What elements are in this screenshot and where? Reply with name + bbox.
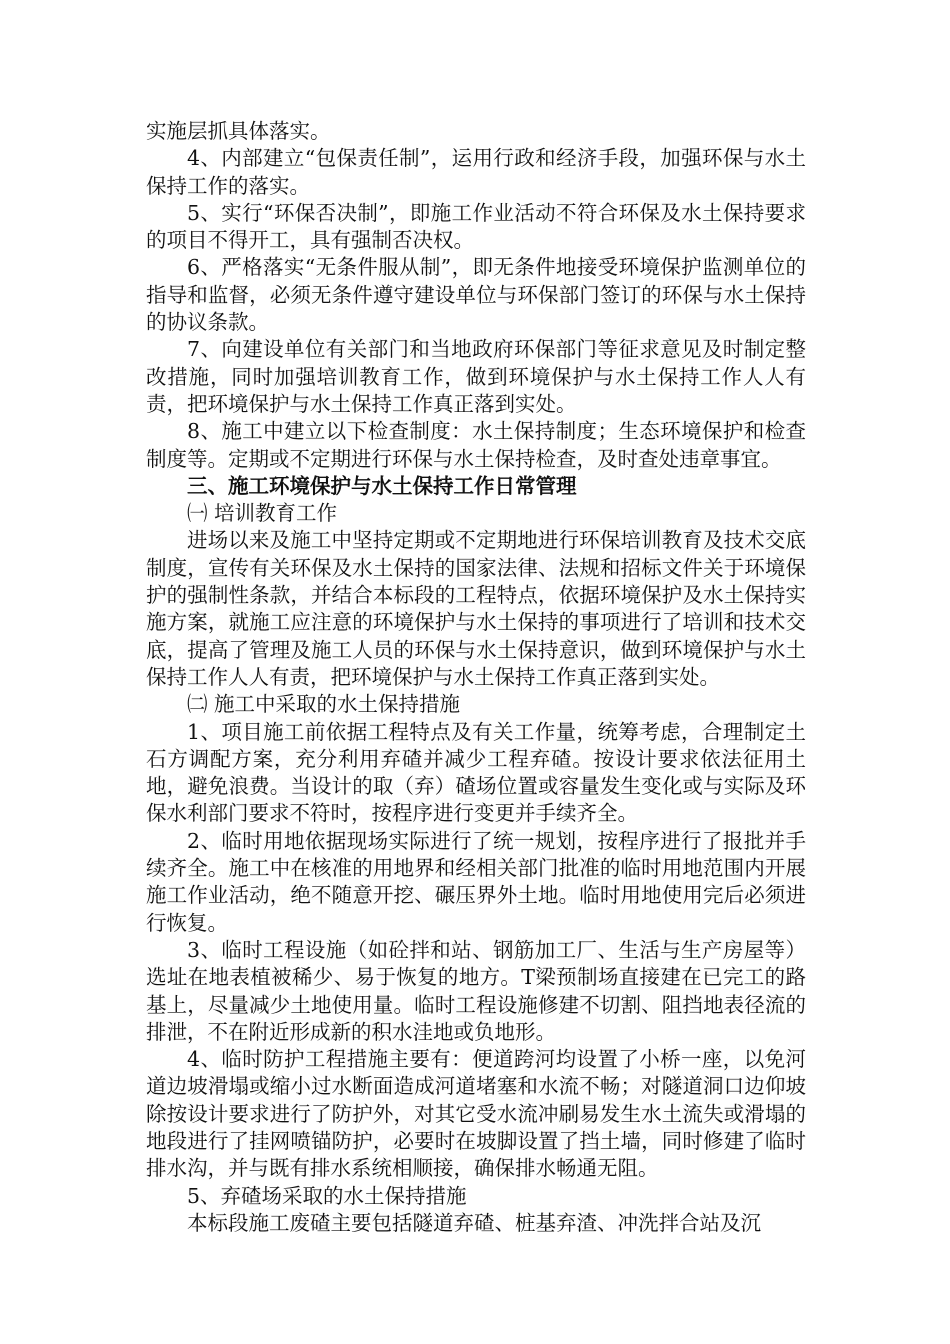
paragraph-item-7: 7、向建设单位有关部门和当地政府环保部门等征求意见及时制定整改措施，同时加强培训教育工作，做到环境保护与水土保持工作人人有责，把环境保护与水土保持工作真正落到实处。 (146, 337, 806, 416)
paragraph-item-4: 4、内部建立“包保责任制”，运用行政和经济手段，加强环保与水土保持工作的落实。 (146, 146, 806, 198)
paragraph-item-5: 5、实行“环保否决制”，即施工作业活动不符合环保及水土保持要求的项目不得开工，具有强制否决权。 (146, 200, 806, 253)
document-body (146, 118, 806, 1237)
subsection-heading-training: ㈠ 培训教育工作 (187, 501, 338, 526)
paragraph-measure-2: 2、临时用地依据现场实际进行了统一规划，按程序进行了报批并手续齐全。施工中在核准的用地界和经相关部门批准的临时用地范围内开展施工作业活动，绝不随意开挖、碾压界外土地。临时用地使用完后必须进行恢复。 (146, 828, 806, 935)
paragraph-measure-1: 1、项目施工前依据工程特点及有关工作量，统筹考虑，合理制定土石方调配方案，充分利用弃碴并减少工程弃碴。按设计要求依法征用土地，避免浪费。当设计的取（弃）碴场位置或容量发生变化或与实际及环保水利部门要求不符时，按程序进行变更并手续齐全。 (146, 719, 806, 826)
paragraph-measure-5: 5、弃碴场采取的水土保持措施 (187, 1183, 467, 1208)
paragraph-measure-4: 4、临时防护工程措施主要有：便道跨河均设置了小桥一座，以免河道边坡滑塌或缩小过水断面造成河道堵塞和水流不畅；对隧道洞口边仰坡除按设计要求进行了防护外，对其它受水流冲刷易发生水土流失或滑塌的地段进行了挂网喷锚防护，必要时在坡脚设置了挡土墙，同时修建了临时排水沟，并与既有排水系统相顺接，确保排水畅通无阻。 (146, 1047, 806, 1181)
paragraph-continuation: 实施层抓具体落实。 (146, 119, 331, 143)
section-heading: 三、施工环境保护与水土保持工作日常管理 (187, 473, 577, 498)
subsection-heading-measures: ㈡ 施工中采取的水土保持措施 (187, 692, 461, 717)
paragraph-item-6: 6、严格落实“无条件服从制”，即无条件地接受环境保护监测单位的指导和监督，必须无条件遵守建设单位与环保部门签订的环保与水土保持的协议条款。 (146, 255, 806, 335)
paragraph-waste-intro: 本标段施工废碴主要包括隧道弃碴、桩基弃渣、冲洗拌合站及沉 (187, 1210, 761, 1235)
paragraph-item-8: 8、施工中建立以下检查制度：水土保持制度；生态环境保护和检查制度等。定期或不定期进行环保与水土保持检查，及时查处违章事宜。 (146, 419, 806, 471)
paragraph-measure-3: 3、临时工程设施（如砼拌和站、钢筋加工厂、生活与生产房屋等）选址在地表植被稀少、易于恢复的地方。T梁预制场直接建在已完工的路基上，尽量减少土地使用量。临时工程设施修建不切割、阻挡地表径流的排泄，不在附近形成新的积水洼地或负地形。 (146, 937, 806, 1044)
paragraph-training: 进场以来及施工中坚持定期或不定期地进行环保培训教育及技术交底制度，宣传有关环保及水土保持的国家法律、法规和招标文件关于环境保护的强制性条款，并结合本标段的工程特点，依据环境保护及水土保持实施方案，就施工应注意的环境保护与水土保持的事项进行了培训和技术交底，提高了管理及施工人员的环保与水土保持意识，做到环境保护与水土保持工作人人有责，把环境保护与水土保持工作真正落到实处。 (146, 528, 806, 689)
